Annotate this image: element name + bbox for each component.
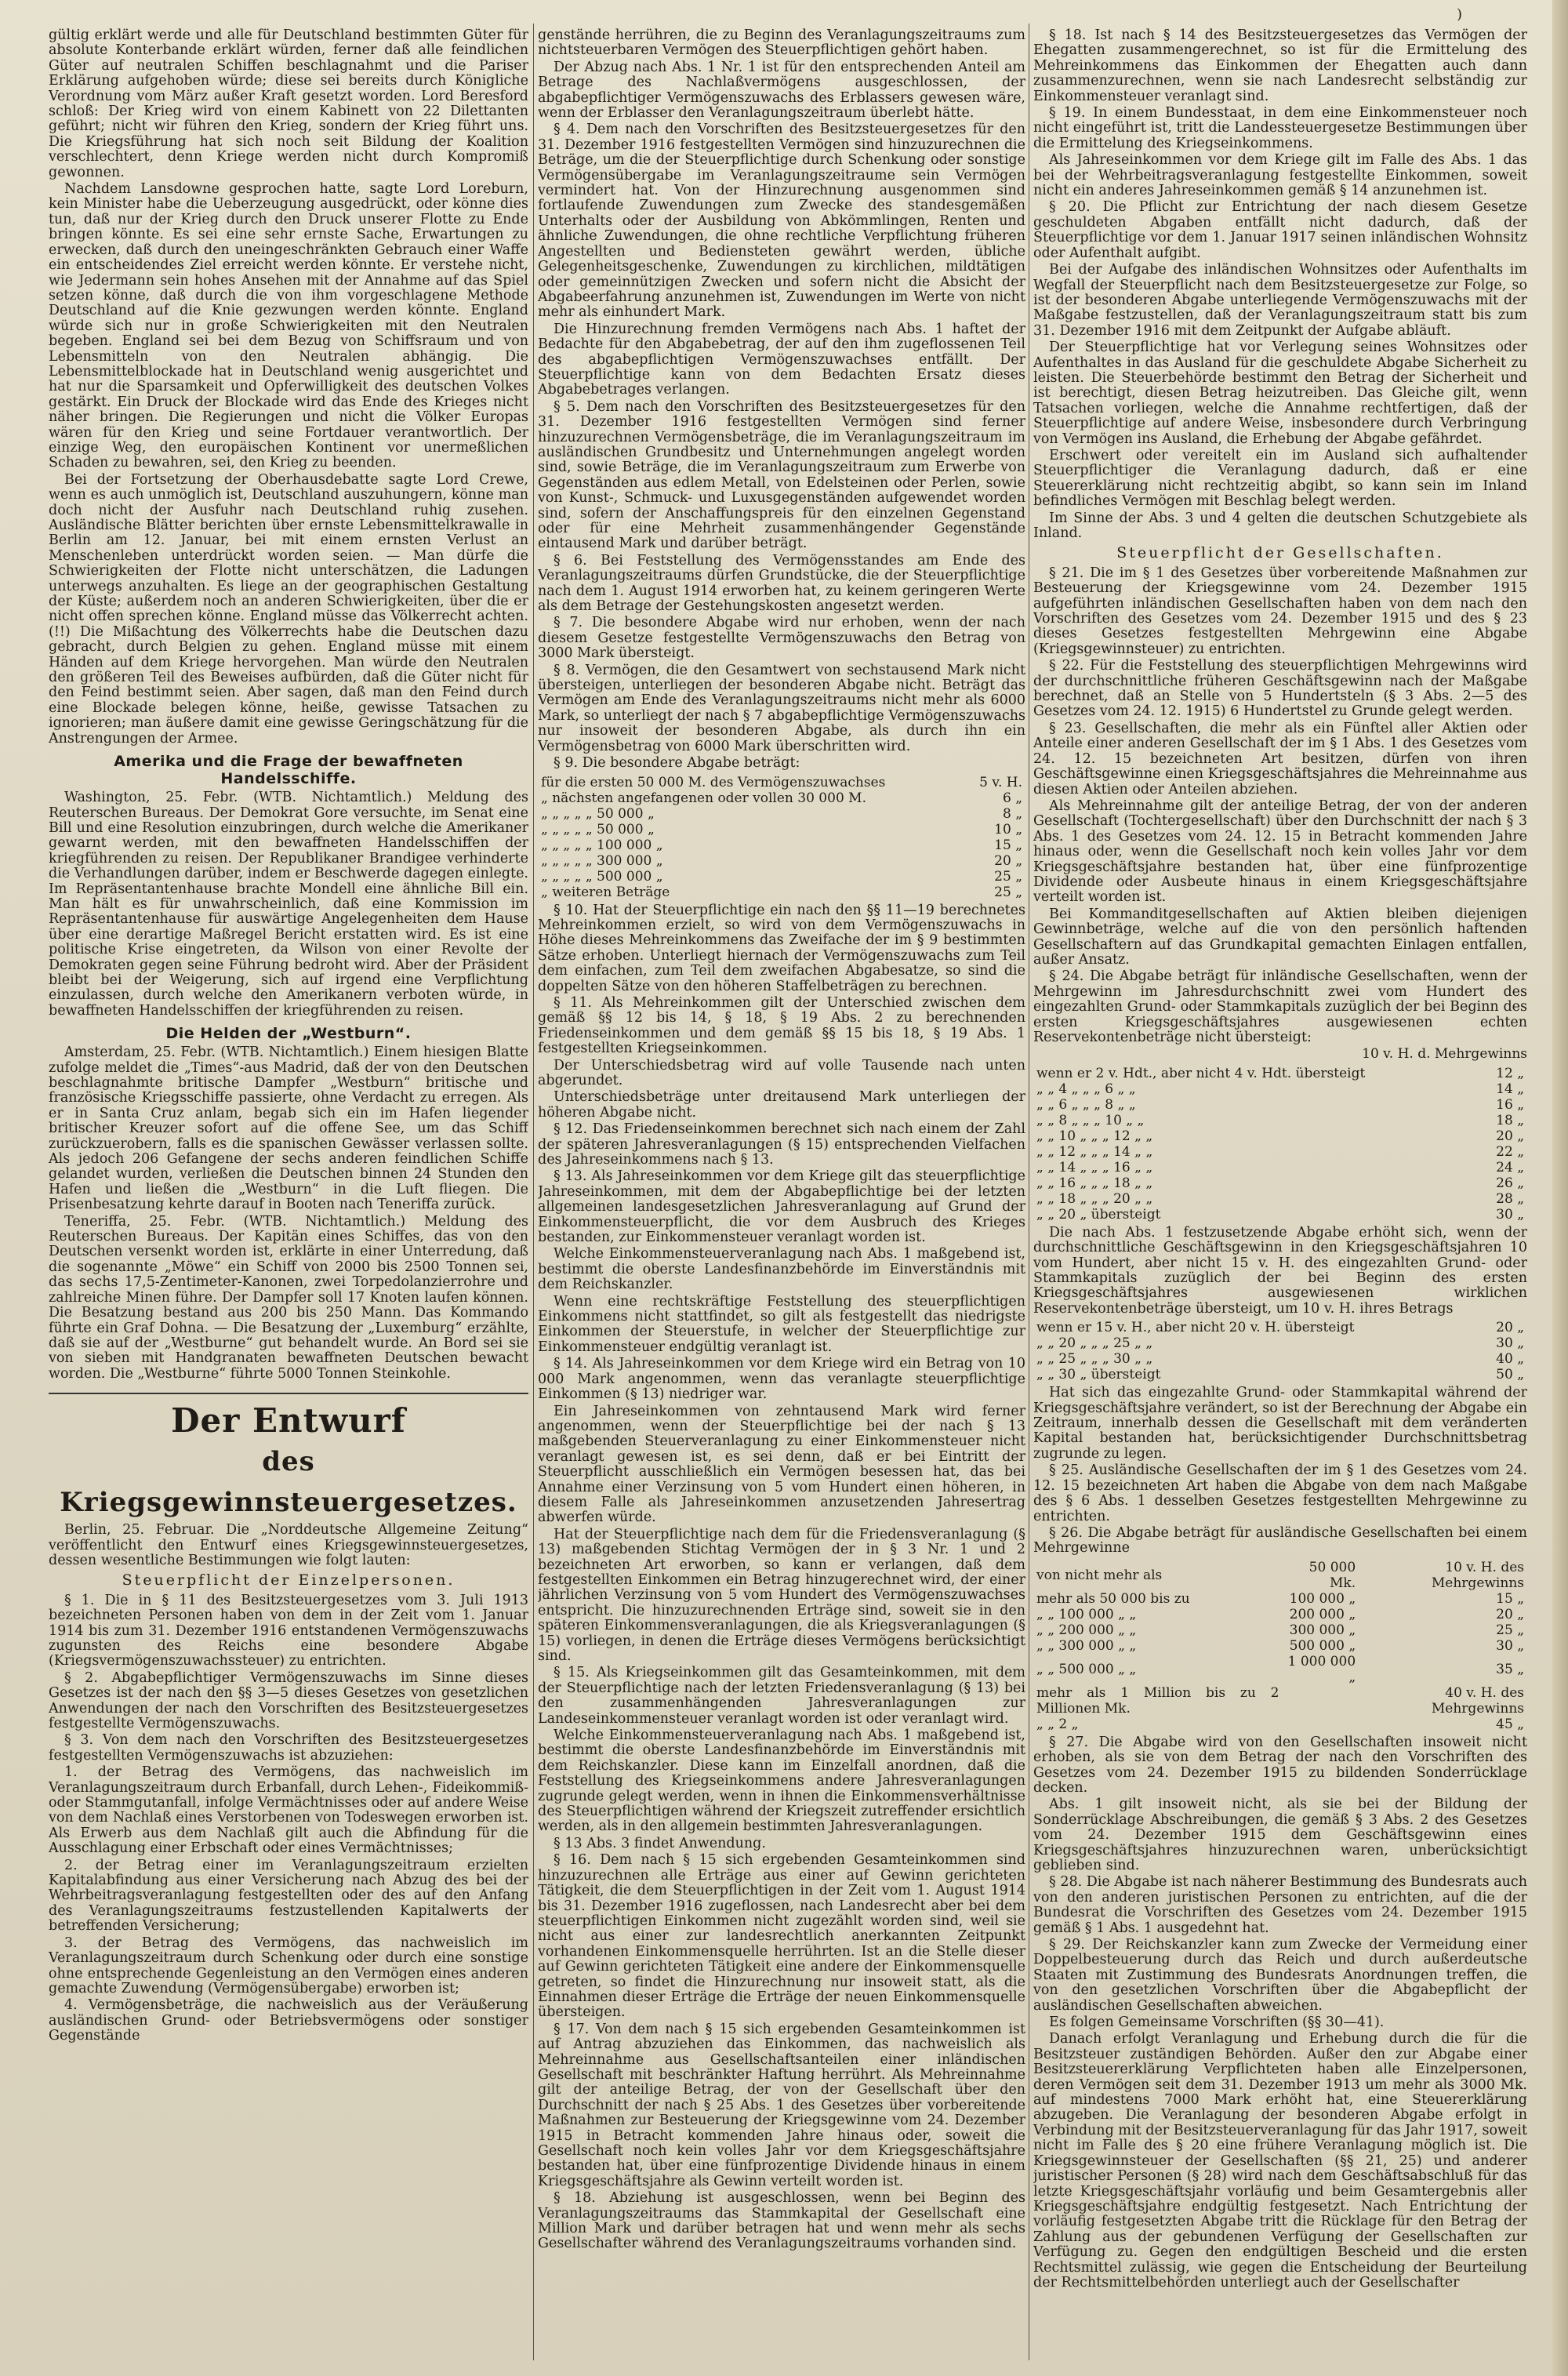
paragraph: § 29. Der Reichskanzler kann zum Zwecke der Vermeidung einer Doppelbesteuerung durch das Reich und durch außerdeutsche Staaten mit Zustimmung des Bundesrats Anordnungen treffen, die von den gesetzlichen Vorschriften über die Abgabepflicht der ausländischen Gesellschaften abweichen. <box>1033 1937 1527 2014</box>
table-cell: „ „ 8 „ „ „ 10 „ „ <box>1036 1112 1145 1128</box>
table-row <box>1033 1607 1527 1622</box>
list-item: 1. der Betrag des Vermögens, das nachweislich im Veranlagungszeitraum durch Erbanfall, durch Lehen-, Fideikommiß- oder Stammgutanfall, infolge Vermächtnisses oder auf andere Weise von dem Nachlaß eines Verstorbenen von Todeswegen erworben ist. Als Erwerb aus dem Nachlaß gilt auch die Abfindung für die Ausschlagung einer Erbschaft oder eines Vermächtnisses; <box>49 1764 528 1857</box>
table-cell <box>1282 1685 1359 1717</box>
table-cell: 30 „ <box>1496 1206 1524 1223</box>
paragraph: Erschwert oder vereitelt ein im Ausland sich aufhaltender Steuerpflichtiger die Veranlagung dadurch, daß er eine Steuererklärung nicht rechtzeitig abgibt, so kann sein im Inland befindliches Vermögen mit Beschlag belegt werden. <box>1033 447 1527 510</box>
paragraph: Bei der Fortsetzung der Oberhausdebatte sagte Lord Crewe, wenn es auch unmöglich ist, Deutschland auszuhungern, könne man doch nicht der Ausfuhr nach Deutschland ruhig zusehen. Ausländische Blätter berichten über ernste Lebensmittelkrawalle in Berlin am 12. Januar, bei mit einem ernsten Verlust an Menschenleben unterdrückt worden seien. — Man dürfe die Schwierigkeiten der Flotte nicht unterschätzen, die Ladungen unterwegs anzuhalten. Es liege an der geographischen Gestaltung der Küste; außerdem noch an anderen Schwierigkeiten, über die er nicht offen sprechen könne. England müsse das Völkerrecht achten. (!!) Die Mißachtung des Völkerrechts habe die Deutschen dazu gebracht, durch Belgien zu gehen. England müsse mit einem Händen auf dem Kriege hervorgehen. Man würde den Neutralen den größeren Teil des Beweises aufbürden, daß die Güter nicht für den Feind bestimmt seien. Aber sagen, daß man den Feind durch eine Blockade belegen könne, heiße, gewisse Tatsachen zu ignorieren; man äußere damit eine gewisse Geringschätzung für die Anstrengungen der Armee. <box>49 471 528 747</box>
paragraph: genstände herrühren, die zu Beginn des Veranlagungszeitraums zum nichtsteuerbaren Vermögen des Steuerpflichtigen gehört haben. <box>538 28 1025 59</box>
paragraph: § 14. Als Jahreseinkommen vor dem Kriege wird ein Betrag von 10 000 Mark angenommen, wenn das veranlagte steuerpflichtige Einkommen (§ 13) niedriger war. <box>538 1356 1025 1403</box>
paragraph: Der Steuerpflichtige hat vor Verlegung seines Wohnsitzes oder Aufenthaltes in das Ausland für die geschuldete Abgabe Sicherheit zu leisten. Die Steuerbehörde bestimmt den Betrag der Sicherheit und ist berechtigt, diesen Betrag heizutreiben. Das Gleiche gilt, wenn Tatsachen vorliegen, welche die Annahme rechtfertigen, daß der Steuerpflichtige auf andere Weise, insbesondere durch Verbringung von Vermögen ins Ausland, die Erhebung der Abgabe gefährdet. <box>1033 340 1527 447</box>
column-1 <box>49 28 528 2357</box>
table-cell: 8 „ <box>1002 805 1022 822</box>
rate-table-1 <box>538 775 1025 900</box>
table-cell: 16 „ <box>1496 1096 1524 1113</box>
table-row <box>1033 1654 1527 1685</box>
table-cell: 28 „ <box>1496 1190 1524 1207</box>
table-cell: 14 „ <box>1496 1081 1524 1097</box>
table-cell: 50 000 Mk. <box>1308 1559 1356 1591</box>
table-cell: 24 „ <box>1496 1159 1524 1175</box>
paragraph: § 22. Für die Feststellung des steuerpflichtigen Mehrgewinns wird der durchschnittliche früheren Geschäftsgewinn nach der Maßgabe berechnet, daß an Stelle von 5 Hundertsteln (§ 3 Abs. 2—5 des Gesetzes vom 24. 12. 1915) 6 Hundertstel zu Grunde gelegt werden. <box>1033 658 1527 720</box>
table-row <box>1033 1591 1527 1607</box>
paragraph: § 13 Abs. 3 findet Anwendung. <box>554 1835 766 1851</box>
paragraph: Welche Einkommensteuerveranlagung nach Abs. 1 maßgebend ist, bestimmt die oberste Landesfinanzbehörde im Einverständnis mit dem Reichskanzler. <box>538 1246 1025 1293</box>
table-cell: „ „ 4 „ „ „ 6 „ „ <box>1036 1081 1136 1097</box>
table-row <box>1033 1320 1527 1335</box>
paragraph: § 16. Dem nach § 15 sich ergebenden Gesamteinkommen sind hinzuzurechnen alle Erträge aus einer auf Gewinn gerichteten Tätigkeit, die dem Steuerpflichtigen in der Zeit vom 1. August 1914 bis 31. Dezember 1916 zugeflossen, nach Landesrecht aber bei dem steuerpflichtigen Einkommen nicht zugezählt worden sind, weil sie nicht aus einer zur landesrechtlich anerkannten Zeitpunkt vorhandenen Einkommensquelle herrührten. Ist an die Stelle dieser auf Gewinn gerichteten Tätigkeit eine andere der Einkommensquelle getreten, so findet die Hinzurechnung nur insoweit statt, als die Einnahmen dieser Erträge die Erträge der neuen Einkommensquelle übersteigen. <box>538 1852 1025 2021</box>
table-cell: „ „ 6 „ „ „ 8 „ „ <box>1036 1096 1136 1113</box>
table-cell: 35 „ <box>1496 1661 1524 1677</box>
paragraph: § 9. Die besondere Abgabe beträgt: <box>554 755 800 772</box>
table-cell: 25 „ <box>1496 1622 1524 1638</box>
paragraph: Der Abzug nach Abs. 1 Nr. 1 ist für den entsprechenden Anteil am Betrage des Nachlaßvermögens ausgeschlossen, der abgabepflichtiger Vermögenszuwachs des Erblassers gewesen wäre, wenn der Erblasser den Veranlagungszeitraum überlebt hätte. <box>538 59 1025 122</box>
table-cell: 20 „ <box>994 852 1022 869</box>
paragraph: § 18. Ist nach § 14 des Besitzsteuergesetzes das Vermögen der Ehegatten zusammengerechnet, so ist für die Ermittelung des Mehreinkommens das Einkommen der Ehegatten auch dann zusammenzurechnen, wenn sie nach Landesrecht selbständig zur Einkommensteuer veranlagt sind. <box>1033 28 1527 104</box>
column-3 <box>1033 28 1527 2357</box>
table-row <box>1033 1160 1527 1175</box>
rate-table-2-header: 10 v. H. d. Mehrgewinns <box>1362 1046 1527 1063</box>
table-cell: 45 „ <box>1496 1716 1524 1732</box>
table-row <box>1033 1717 1527 1732</box>
table-cell: „ „ 20 „ übersteigt <box>1036 1206 1161 1223</box>
table-cell: 500 000 „ <box>1289 1637 1356 1654</box>
table-cell: 15 „ <box>1496 1590 1524 1607</box>
table-row <box>1033 1560 1527 1591</box>
paragraph: § 18. Abziehung ist ausgeschlossen, wenn bei Beginn des Veranlagungszeitraums das Stammkapital der Gesellschaft eine Million Mark und darüber betragen hat und wenn mehr als sechs Gesellschafter während des Veranlagungszeitraums vorhanden sind. <box>538 2190 1025 2252</box>
paragraph: § 7. Die besondere Abgabe wird nur erhoben, wenn der nach diesem Gesetze festgestellte Vermögenszuwachs den Betrag von 3000 Mark übersteigt. <box>538 615 1025 662</box>
paragraph: § 25. Ausländische Gesellschaften der im § 1 des Gesetzes vom 24. 12. 15 bezeichneten Art haben die Abgabe von dem nach Maßgabe des § 6 Abs. 1 desselben Gesetzes festgestellten Mehrgewinne zu entrichten. <box>1033 1462 1527 1524</box>
table-cell: „ „ „ „ „ 100 000 „ <box>541 837 663 853</box>
table-cell: 25 „ <box>994 868 1022 885</box>
table-cell: 40 v. H. des Mehrgewinns <box>1431 1684 1524 1717</box>
table-cell: „ „ 20 „ „ „ 25 „ „ <box>1036 1335 1153 1352</box>
table-cell: 200 000 „ <box>1289 1606 1356 1622</box>
paragraph: § 11. Als Mehreinkommen gilt der Unterschied zwischen dem gemäß §§ 12 bis 14, § 18, § 19 Abs. 2 zu berechnenden Friedenseinkommen und dem gemäß §§ 15 bis 18, § 19 Abs. 1 festgestellten Kriegseinkommen. <box>538 994 1025 1057</box>
paragraph: § 21. Die im § 1 des Gesetzes über vorbereitende Maßnahmen zur Besteuerung der Kriegsgewinne vom 24. Dezember 1915 aufgeführten inländischen Gesellschaften haben von dem nach den Vorschriften des Gesetzes vom 24. Dezember 1915 und des § 23 dieses Gesetzes festgestellten Mehrgewinn eine Abgabe (Kriegsgewinnsteuer) zu entrichten. <box>1033 565 1527 657</box>
table-cell: 20 „ <box>1496 1128 1524 1144</box>
paragraph: § 27. Die Abgabe wird von den Gesellschaften insoweit nicht erhoben, als sie von dem Betrag der nach den Vorschriften des Gesetzes vom 24. Dezember 1915 zu bildenden Sonderrücklage decken. <box>1033 1734 1527 1796</box>
table-cell: wenn er 2 v. Hdt., aber nicht 4 v. Hdt. übersteigt <box>1036 1065 1366 1081</box>
paragraph: Berlin, 25. Februar. Die „Norddeutsche Allgemeine Zeitung“ veröffentlicht den Entwurf eines Kriegsgewinnsteuergesetzes, dessen wesentliche Bestimmungen wie folgt lauten: <box>49 1522 528 1568</box>
paragraph: Bei Kommanditgesellschaften auf Aktien bleiben diejenigen Gewinnbeträge, welche auf die von den persönlich haftenden Gesellschaftern auf das Grundkapital gemachten Einlagen entfallen, außer Ansatz. <box>1033 906 1527 968</box>
paragraph: Hat der Steuerpflichtige nach dem für die Friedensveranlagung (§ 13) maßgebenden Stichtag Vermögen der in § 3 Nr. 1 und 2 bezeichneten Art erworben, so kann er verlangen, daß dem festgestellten Einkommen ein Betrag hinzugerechnet wird, der einer jährlichen Verzinsung von 5 vom Hundert des Vermögenszuwachses entspricht. Die hinzuzurechnenden Erträge sind, soweit sie in den späteren Einkommensveranlagungen, die als Kriegsveranlagungen (§ 15) vorliegen, in denen die Erträge dieses Vermögens berücksichtigt sind. <box>538 1526 1025 1664</box>
page-mark: ) <box>1457 6 1463 23</box>
table-cell: „ „ 200 000 „ „ <box>1036 1622 1137 1638</box>
table-cell: „ „ 10 „ „ „ 12 „ „ <box>1036 1128 1153 1144</box>
paragraph: § 2. Abgabepflichtiger Vermögenszuwachs im Sinne dieses Gesetzes ist der nach den §§ 3—5 dieses Gesetzes von gesetzlichen Anwendungen der nach den Vorschriften des Besitzsteuergesetzes festgestellte Vermögenszuwachs. <box>49 1669 528 1731</box>
paragraph: § 6. Bei Feststellung des Vermögensstandes am Ende des Veranlagungszeitraums dürfen Grundstücke, die der Steuerpflichtige nach dem 1. August 1914 erworben hat, zu keinem geringeren Werte als dem Betrage der Gestehungskosten angesetzt werden. <box>538 552 1025 615</box>
paragraph: Wenn eine rechtskräftige Feststellung des steuerpflichtigen Einkommens nicht stattfindet, so gilt als festgestellt das niedrigste Einkommen der Steuerstufe, in welcher der Steuerpflichtige zur Einkommensteuer endgültig veranlagt ist. <box>538 1293 1025 1355</box>
paragraph: § 15. Als Kriegseinkommen gilt das Gesamteinkommen, mit dem der Steuerpflichtige nach der letzten Friedensveranlagung (§ 13) bei den zusammenhängenden Jahresveranlagungen zur Landeseinkommensteuer veranlagt worden ist oder veranlagt wird. <box>538 1665 1025 1727</box>
table-row <box>538 806 1025 822</box>
paragraph: § 8. Vermögen, die den Gesamtwert von sechstausend Mark nicht übersteigen, unterliegen der besonderen Abgabe nicht. Beträgt das Vermögen am Ende des Veranlagungszeitraums nicht mehr als 6000 Mark, so unterliegt der nach § 7 abgabepflichtige Vermögenszuwachs nur insoweit der besonderen Abgabe, als durch ihn ein Vermögensbetrag von 6000 Mark überschritten wird. <box>538 662 1025 754</box>
table-cell: 22 „ <box>1496 1143 1524 1160</box>
table-cell: „ „ 500 000 „ „ <box>1036 1661 1137 1677</box>
table-row <box>538 775 1025 790</box>
table-cell: „ „ „ „ „ 300 000 „ <box>541 852 663 869</box>
paragraph: Es folgen Gemeinsame Vorschriften (§§ 30—41). <box>1049 2015 1385 2031</box>
table-cell: „ „ 300 000 „ „ <box>1036 1637 1137 1654</box>
table-cell: „ „ 12 „ „ „ 14 „ „ <box>1036 1143 1153 1160</box>
paragraph: § 24. Die Abgabe beträgt für inländische Gesellschaften, wenn der Mehrgewinn im Jahresdurchschnitt zwei vom Hundert des eingezahlten Grund- oder Stammkapitals zuzüglich der bei Beginn des ersten Kriegsgeschäftsjahres ausgewiesenen echten Reservekontenbeträge nicht übersteigt: <box>1033 968 1527 1045</box>
table-cell: „ „ „ „ „ 500 000 „ <box>541 868 663 885</box>
table-cell: 6 „ <box>1002 790 1022 806</box>
rate-table-3 <box>1033 1320 1527 1382</box>
divider <box>49 1393 528 1394</box>
paragraph: Als Jahreseinkommen vor dem Kriege gilt im Falle des Abs. 1 das bei der Wehrbeitragsveranlagung festgestellte Einkommen, soweit nicht ein anderes Jahreseinkommen gemäß § 14 anzunehmen ist. <box>1033 152 1527 199</box>
table-cell: „ „ 100 000 „ „ <box>1036 1606 1137 1622</box>
list-item: 4. Vermögensbeträge, die nachweislich aus der Veräußerung ausländischen Grund- oder Betriebsvermögens oder sonstiger Gegenstände <box>49 1997 528 2044</box>
table-cell: 5 v. H. <box>979 774 1022 790</box>
paragraph: Welche Einkommensteuerveranlagung nach Abs. 1 maßgebend ist, bestimmt die oberste Landesfinanzbehörde im Einverständnis mit dem Reichskanzler. Diese kann im Einzelfall anordnen, daß die Feststellung des Kriegseinkommens andere Jahresveranlagungen zugrunde gelegt werden, wenn in ihnen die Einkommensverhältnisse des Steuerpflichtigen während der Kriegszeit zutreffender ersichtlich werden, als in den allgemein bestimmten Jahresveranlagungen. <box>538 1728 1025 1835</box>
table-cell: für die ersten 50 000 M. des Vermögenszuwachses <box>541 774 886 790</box>
paragraph: § 23. Gesellschaften, die mehr als ein Fünftel aller Aktien oder Anteile einer anderen Gesellschaft der im § 1 Abs. 1 des Gesetzes vom 24. 12. 15 bezeichneten Art besitzen, dürfen von ihren Geschäftsgewinne einen Kriegsgeschäftsjahres die Mehreinnahme aus diesen Aktien oder Anteilen abziehen. <box>1033 720 1527 797</box>
paragraph: Hat sich das eingezahlte Grund- oder Stammkapital während der Kriegsgeschäftsjahre verändert, so ist der Berechnung der Abgabe ein Zeitraum, innerhalb dessen die Gesellschaft mit dem veränderten Kapital bestanden hat, berücksichtigender Durchschnittsbetrag zugrunde zu legen. <box>1033 1385 1527 1462</box>
subheading-gesellschaften: Steuerpflicht der Gesellschaften. <box>1116 544 1444 562</box>
table-cell: mehr als 50 000 bis zu <box>1036 1590 1190 1607</box>
table-row <box>1033 1128 1527 1144</box>
column-rule-1 <box>533 24 534 2360</box>
table-row <box>538 837 1025 853</box>
table-cell: mehr als 1 Million bis zu 2 Millionen Mk. <box>1036 1684 1279 1717</box>
paragraph: Teneriffa, 25. Febr. (WTB. Nichtamtlich.) Meldung des Reuterschen Bureaus. Der Kapitän eines Schiffes, das von den Deutschen versenkt worden ist, erklärte in einer Unterredung, daß die sogenannte „Möwe“ ein Schiff von 2000 bis 2500 Tonnen sei, das sechs 17,5-Zentimeter-Kanonen, zwei Torpedolanzierrohre und zahlreiche Minen führe. Der Dampfer soll 17 Knoten laufen können. Die Besatzung bestand aus 200 bis 250 Mann. Das Kommando führte ein Graf Dohna. — Die Besatzung der „Luxemburg“ erzählte, daß sie auf der „Westburne“ gut behandelt wurde. An Bord sei sie von sieben mit Handgranaten bewaffneten Deutschen bewacht worden. Die „Westburne“ führte 5000 Tonnen Steinkohle. <box>49 1213 528 1382</box>
table-cell: 20 „ <box>1496 1606 1524 1622</box>
table-cell: 300 000 „ <box>1289 1622 1356 1638</box>
table-cell: 1 000 000 „ <box>1287 1653 1356 1685</box>
paragraph: Der Unterschiedsbetrag wird auf volle Tausende nach unten abgerundet. <box>538 1057 1025 1088</box>
paragraph: Amsterdam, 25. Febr. (WTB. Nichtamtlich.) Einem hiesigen Blatte zufolge meldet die „Times“-aus Madrid, daß der von den Deutschen beschlagnahmte britische Dampfer „Westburn“ britische und französische Kriegsschiffe passierte, ohne Verdacht zu erregen. Als er in Santa Cruz anlam, begab sich ein im Hafen liegender britischer Kreuzer sofort auf die offene See, um das Schiff zurückzuerobern, falls es die spanischen Gewässer verlassen sollte. Als jedoch 206 Gefangene der sechs anderen feindlichen Schiffe gelandet wurden, verließen die Deutschen binnen 24 Stunden den Hafen und ließen die „Westburn“ in die Luft fliegen. Die Prisenbesatzung kehrte darauf in Booten nach Teneriffa zurück. <box>49 1044 528 1213</box>
table-cell <box>1282 1717 1359 1732</box>
paragraph: § 26. Die Abgabe beträgt für ausländische Gesellschaften bei einem Mehrgewinne <box>1033 1524 1527 1557</box>
table-cell: 25 „ <box>994 884 1022 900</box>
table-row <box>538 822 1025 837</box>
table-cell: „ nächsten angefangenen oder vollen 30 000 M. <box>541 790 866 806</box>
table-cell: „ „ „ „ „ 50 000 „ <box>541 805 655 822</box>
paragraph: Abs. 1 gilt insoweit nicht, als sie bei der Bildung der Sonderrücklage Abschreibungen, die gemäß § 3 Abs. 2 des Gesetzes vom 24. Dezember 1915 dem Geschäftsgewinn eines Kriegsgeschäftsjahres hinzuzurechnen waren, unberücksichtigt geblieben sind. <box>1033 1797 1527 1873</box>
table-cell: 100 000 „ <box>1289 1590 1356 1607</box>
section-heading-westburn: Die Helden der „Westburn“. <box>165 1025 412 1043</box>
table-row <box>1033 1081 1527 1097</box>
table-row <box>1033 1175 1527 1191</box>
table-cell: 50 „ <box>1496 1367 1524 1383</box>
table-row <box>1033 1367 1527 1382</box>
table-row <box>1033 1351 1527 1367</box>
rate-table-4 <box>1033 1560 1527 1732</box>
table-row <box>1033 1097 1527 1113</box>
table-cell: „ „ 16 „ „ „ 18 „ „ <box>1036 1175 1153 1191</box>
paragraph: § 20. Die Pflicht zur Entrichtung der nach diesem Gesetze geschuldeten Abgaben entfällt nicht dadurch, daß der Steuerpflichtige vor dem 1. Januar 1917 seinen inländischen Wohnsitz oder Aufenthalt aufgibt. <box>1033 199 1527 261</box>
table-row <box>1033 1335 1527 1351</box>
c1-opening <box>49 28 528 747</box>
table-cell: „ „ „ „ „ 50 000 „ <box>541 821 655 837</box>
paragraph: Bei der Aufgabe des inländischen Wohnsitzes oder Aufenthalts im Wegfall der Steuerpflicht nach dem Besitzsteuergesetze zur Folge, so ist der besonderen Abgabe unterliegende Vermögenszuwachs mit der Maßgabe festzustellen, daß der Veranlagungszeitraum statt bis zum 31. Dezember 1916 mit dem Zeitpunkt der Aufgabe abläuft. <box>1033 262 1527 339</box>
rate-table-2 <box>1033 1066 1527 1223</box>
paragraph: Nachdem Lansdowne gesprochen hatte, sagte Lord Loreburn, kein Minister habe die Ueberzeugung ausgedrückt, oder könne dies tun, daß nur der Krieg durch den Druck unserer Flotte zu Ende bringen könnte. Es sei eine sehr ernste Sache, Erwartungen zu erwecken, daß durch den uneingeschränkten Gebrauch einer Waffe ein entscheidendes Ziel erreicht werden könnte. Er verstehe nicht, wie Jedermann sein hohes Ansehen mit der Annahme auf das Spiel setzen könne, daß durch die von ihm vorgeschlagene Methode Deutschland auf die Knie gezwungen werden könnte. England würde sich nur in große Schwierigkeiten mit den Neutralen begeben. England sei bei dem Bezug von Schiffsraum und von Lebensmitteln von den Neutralen abhängig. Die Lebensmittelblockade hat in Deutschland wenig ausgerichtet und hat nur die Sparsamkeit und Opferwilligkeit des deutschen Volkes gestärkt. Ein Druck der Blockade wird das Ende des Krieges nicht näher bringen. Die Regierungen und nicht die Völker Europas wären für den Krieg und seine Fortdauer verantwortlich. Der einzige Weg, den europäischen Kontinent vor unermeßlichen Schaden zu bewahren, sei, den Krieg zu beenden. <box>49 181 528 471</box>
paragraph: § 17. Von dem nach § 15 sich ergebenden Gesamteinkommen ist auf Antrag abzuziehen das Einkommen, das nachweislich als Mehreinnahme aus Gesellschaftsanteilen einer inländischen Gesellschaft mit beschränkter Haftung herrührt. Als Mehreinnahme gilt der anteilige Betrag, der von der Gesellschaft über den Durchschnitt der nach § 25 Abs. 1 des Gesetzes über vorbereitende Maßnahmen zur Besteuerung der Kriegsgewinne vom 24. Dezember 1915 in Betracht kommenden Jahre hinaus oder, soweit die Gesellschaft noch kein volles Jahr vor dem Kriegsgeschäftsjahre bestanden hat, über eine fünfprozentige Dividende hinaus in einem Kriegsgeschäftsjahre als Gewinn verteilt worden ist. <box>538 2021 1025 2189</box>
paragraph: Washington, 25. Febr. (WTB. Nichtamtlich.) Meldung des Reuterschen Bureaus. Der Demokrat Gore versuchte, im Senat eine Bill und eine Resolution einzubringen, durch welche die Amerikaner gewarnt werden, mit den bewaffneten Handelsschiffen der kriegführenden zu reisen. Der Republikaner Brandigee verhinderte die Verhandlungen darüber, indem er Beschwerde dagegen einlegte. Im Repräsentantenhause brachte Mondell eine ähnliche Bill ein. Man hält es für unwahrscheinlich, daß eine Kommission im Repräsentantenhause für auswärtige Angelegenheiten dem Hause über eine derartige Maßregel Bericht erstatten wird. Es ist eine politische Krise eingetreten, da Wilson von einer Revolte der Demokraten gegen seine Führung bedroht wird. Aber der Präsident bleibt bei der Weigerung, sich auf irgend eine Verpflichtung einzulassen, durch welche den Amerikanern verboten würde, in bewaffneten Handelsschiffen der kriegführenden zu reisen. <box>49 790 528 1019</box>
table-cell: 10 „ <box>994 821 1022 837</box>
table-cell: 15 „ <box>994 837 1022 853</box>
table-cell: 12 „ <box>1496 1065 1524 1081</box>
paragraph: § 19. In einem Bundesstaat, in dem eine Einkommensteuer noch nicht eingeführt ist, tritt die Landessteuergesetze Bestimmungen über die Ermittelung des Kriegseinkommens. <box>1033 105 1527 151</box>
table-row <box>1033 1144 1527 1160</box>
paragraph: Ein Jahreseinkommen von zehntausend Mark wird ferner angenommen, wenn der Steuerpflichtige bei der nach § 13 maßgebenden Steuerveranlagung zu einer Einkommensteuer nicht veranlagt gewesen ist, es sei denn, daß er bei Eintritt der Steuerpflicht ausschließlich ein Vermögen besessen hat, das bei Annahme einer Verzinsung von 5 vom Hundert einen höheren, in diesem Falle als Jahreseinkommen anzusetzenden Jahresertrag abwerfen würde. <box>538 1403 1025 1526</box>
paragraph: Danach erfolgt Veranlagung und Erhebung durch die für die Besitzsteuer zuständigen Behörden. Außer den zur Abgabe einer Besitzsteuererklärung Verpflichteten haben alle Einzelpersonen, deren Vermögen seit dem 31. Dezember 1913 um mehr als 3000 Mk. auf mindestens 7000 Mark erhöht hat, eine Steuererklärung abzugeben. Die Veranlagung der besonderen Abgabe erfolgt in Verbindung mit der Besitzsteuerveranlagung für das Jahr 1917, soweit nicht im Falle des § 20 eine frühere Veranlagung möglich ist. Die Kriegsgewinnsteuer der Gesellschaften (§§ 21, 25) und anderer juristischer Personen (§ 28) wird nach dem Geschäftsabschluß für das letzte Kriegsgeschäftsjahr vorläufig und beim Gesamtergebnis aller Kriegsgeschäftsjahre endgültig festgesetzt. Nach Entrichtung der vorläufig festgesetzten Abgabe tritt die Rücklage für den Betrag der Zahlung aus der gebundenen Verfügung der Gesellschaften zur Verfügung zu. Gegen den endgültigen Bescheid und die ersten Rechtsmittel zulässig, wie gegen die Entscheidung der Beurteilung der Rechtsmittelbehörden unterliegt auch der Gesellschafter <box>1033 2031 1527 2291</box>
table-cell: 20 „ <box>1496 1320 1524 1336</box>
table-row <box>1033 1685 1527 1717</box>
paragraph: § 12. Das Friedenseinkommen berechnet sich nach einem der Zahl der späteren Jahresveranlagungen (§ 15) entsprechenden Vielfachen des Jahreseinkommens nach § 13. <box>538 1121 1025 1168</box>
paragraph: Als Mehreinnahme gilt der anteilige Betrag, der von der anderen Gesellschaft (Tochtergesellschaft) über den Durchschnitt der nach § 3 Abs. 1 des Gesetzes vom 24. 12. 15 in Betracht kommenden Jahre hinaus oder, wenn die Gesellschaft noch kein volles Jahr vor dem Kriegsgeschäftsjahre bestanden hat, über eine fünfprozentige Dividende oder Ausbeute hinaus in einem Kriegsgeschäftsjahre verteilt worden ist. <box>1033 797 1527 906</box>
table-row <box>538 790 1025 806</box>
table-row <box>1033 1207 1527 1223</box>
paragraph: Die Hinzurechnung fremden Vermögens nach Abs. 1 haftet der Bedachte für den Abgabebetrag, der auf den ihm zugeflossenen Teil des abgabepflichtigen Vermögenszuwachses entfällt. Der Steuerpflichtige kann von dem Bedachten Ersatz dieses Abgabebetrages verlangen. <box>538 321 1025 398</box>
table-row <box>538 869 1025 885</box>
table-row <box>1033 1191 1527 1207</box>
subheading: Steuerpflicht der Einzelpersonen. <box>122 1571 456 1589</box>
table-row <box>1033 1638 1527 1654</box>
paragraph: Die nach Abs. 1 festzusetzende Abgabe erhöht sich, wenn der durchschnittliche Geschäftsgewinn in den Kriegsgeschäftsjahren 10 vom Hundert, aber nicht 15 v. H. des eingezahlten Grund- oder Stammkapitals zuzüglich der bei Beginn des ersten Kriegsgeschäftsjahres ausgewiesenen wirklichen Reservekontenbeträge übersteigt, um 10 v. H. ihres Betrags <box>1033 1224 1527 1317</box>
table-cell: 30 „ <box>1496 1637 1524 1654</box>
table-row <box>1033 1113 1527 1128</box>
table-cell: 30 „ <box>1496 1335 1524 1352</box>
table-row <box>538 885 1025 900</box>
table-cell: 26 „ <box>1496 1175 1524 1191</box>
table-cell: „ „ 2 „ <box>1036 1716 1079 1732</box>
table-cell: „ „ 18 „ „ „ 20 „ „ <box>1036 1190 1153 1207</box>
paragraph: § 10. Hat der Steuerpflichtige ein nach den §§ 11—19 berechnetes Mehreinkommen erzielt, so wird von dem Vermögenszuwachs in Höhe dieses Mehreinkommens das Zweifache der im § 9 bestimmten Sätze erhoben. Unterliegt hiernach der Vermögenszuwachs zum Teil dem einfachen, zum Teil dem zweifachen Abgabesatze, so sind die doppelten Sätze von den höheren Staffelbeträgen zu berechnen. <box>538 902 1025 994</box>
table-row <box>1033 1066 1527 1081</box>
table-cell: „ „ 14 „ „ „ 16 „ „ <box>1036 1159 1153 1175</box>
headline-line-2: des Kriegsgewinnsteuergesetzes. <box>60 1446 517 1519</box>
table-cell: wenn er 15 v. H., aber nicht 20 v. H. übersteigt <box>1036 1320 1355 1336</box>
table-cell: „ „ 25 „ „ „ 30 „ „ <box>1036 1351 1153 1368</box>
list-item: 3. der Betrag des Vermögens, das nachweislich im Veranlagungszeitraum durch Schenkung oder durch eine sonstige ohne entsprechende Gegenleistung an den Vermögen eines anderen gemachte Zuwendung (Vermögensübergabe) erworben ist; <box>49 1935 528 1996</box>
paragraph: § 28. Die Abgabe ist nach näherer Bestimmung des Bundesrats auch von den anderen juristischen Personen zu entrichten, auf die der Bundesrat die Vorschriften des Gesetzes vom 24. Dezember 1915 gemäß § 1 Abs. 1 ausgedehnt hat. <box>1033 1874 1527 1936</box>
list-item: 2. der Betrag einer im Veranlagungszeitraum erzielten Kapitalabfindung aus einer Versicherung nach Abzug des bei der Wehrbeitragsveranlagung festgestellten oder des auf den Anfang des Veranlagungszeitraums festzustellenden Kapitalwerts der betreffenden Versicherung; <box>49 1857 528 1935</box>
paragraph: § 1. Die in § 11 des Besitzsteuergesetzes vom 3. Juli 1913 bezeichneten Personen haben von dem in der Zeit vom 1. Januar 1914 bis zum 31. Dezember 1916 entstandenen Vermögenszuwachs zugunsten des Reichs eine besondere Abgabe (Kriegsvermögenszuwachssteuer) zu entrichten. <box>49 1592 528 1669</box>
paragraph: Im Sinne der Abs. 3 und 4 gelten die deutschen Schutzgebiete als Inland. <box>1033 510 1527 541</box>
section-heading-amerika: Amerika und die Frage der bewaffneten Handelsschiffe. <box>114 753 463 788</box>
table-cell: 10 v. H. des Mehrgewinns <box>1431 1559 1524 1591</box>
column-2 <box>538 28 1025 2357</box>
table-cell: 40 „ <box>1496 1351 1524 1368</box>
paragraph: gültig erklärt werde und alle für Deutschland bestimmten Güter für absolute Konterbande erklärt würden, ferner daß alle feindlichen Güter auf neutralen Schiffen beschlagnahmt und die Pariser Erklärung aufgehoben würde; diese sei bereits durch Königliche Verordnung vom März außer Kraft gesetzt worden. Lord Beresford schloß: Der Krieg wird von einem Kabinett von 22 Dilettanten geführt; nicht wir führen den Krieg, sondern der Krieg führt uns. Die Kriegsführung hat sich noch seit Bildung der Koalition verschlechtert, denn Kriege werden nicht durch Kompromiß gewonnen. <box>49 28 528 180</box>
table-row <box>1033 1622 1527 1638</box>
page-edge <box>1552 0 1568 2376</box>
paragraph: § 5. Dem nach den Vorschriften des Besitzsteuergesetzes für den 31. Dezember 1916 festgestellten Vermögen sind ferner hinzuzurechnen Vermögensbeträge, die im Veranlagungszeitraum im ausländischen Grundbesitz und Unternehmungen angelegt worden sind, sowie Beträge, die im Veranlagungszeitraum zum Erwerbe von Gegenständen aus edlem Metall, von Edelsteinen oder Perlen, sowie von Kunst-, Schmuck- und Luxusgegenständen aufgewendet worden sind, sofern der Anschaffungspreis für den einzelnen Gegenstand oder für eine Mehrheit zusammenhängender Gegenstände eintausend Mark und darüber beträgt. <box>538 398 1025 552</box>
table-row <box>538 853 1025 869</box>
table-cell: „ „ 30 „ übersteigt <box>1036 1367 1161 1383</box>
paragraph: § 4. Dem nach den Vorschriften des Besitzsteuergesetzes für den 31. Dezember 1916 festgestellten Vermögen sind hinzuzurechnen die Beträge, um die der Steuerpflichtige durch Schenkung oder sonstige Vermögensübergabe im Veranlagungszeitraume sein Vermögen vermindert hat. Von der Hinzurechnung ausgenommen sind fortlaufende Zuwendungen zum Zwecke des standesgemäßen Unterhalts oder der Ausbildung von Abkömmlingen, Renten und ähnliche Zuwendungen, die ohne rechtliche Verpflichtung früheren Angestellten und Bediensteten gewährt werden, übliche Gelegenheitsgeschenke, Zuwendungen zu kirchlichen, mildtätigen oder gemeinnützigen Zwecken und sofern nicht die Absicht der Abgabeerfahrung anzunehmen ist, Zuwendungen im Werte von nicht mehr als einhundert Mark. <box>538 122 1025 321</box>
table-cell: 18 „ <box>1496 1112 1524 1128</box>
headline-line-1: Der Entwurf <box>171 1401 406 1440</box>
paragraph: § 3. Von dem nach den Vorschriften des Besitzsteuergesetzes festgestellten Vermögenszuwachs ist abzuziehen: <box>49 1732 528 1764</box>
paragraph: § 13. Als Jahreseinkommen vor dem Kriege gilt das steuerpflichtige Jahreseinkommen, mit dem der Abgabepflichtige bei der letzten allgemeinen landesgesetzlichen Jahresveranlagung auf Grund der Einkommensteuerpflicht, die vor dem Ausbruch des Krieges bestanden, zur Einkommensteuer veranlagt worden ist. <box>538 1168 1025 1246</box>
paragraph: Unterschiedsbeträge unter dreitausend Mark unterliegen der höheren Abgabe nicht. <box>538 1089 1025 1121</box>
table-cell: „ weiteren Beträge <box>541 884 670 900</box>
table-cell: von nicht mehr als <box>1036 1567 1163 1583</box>
